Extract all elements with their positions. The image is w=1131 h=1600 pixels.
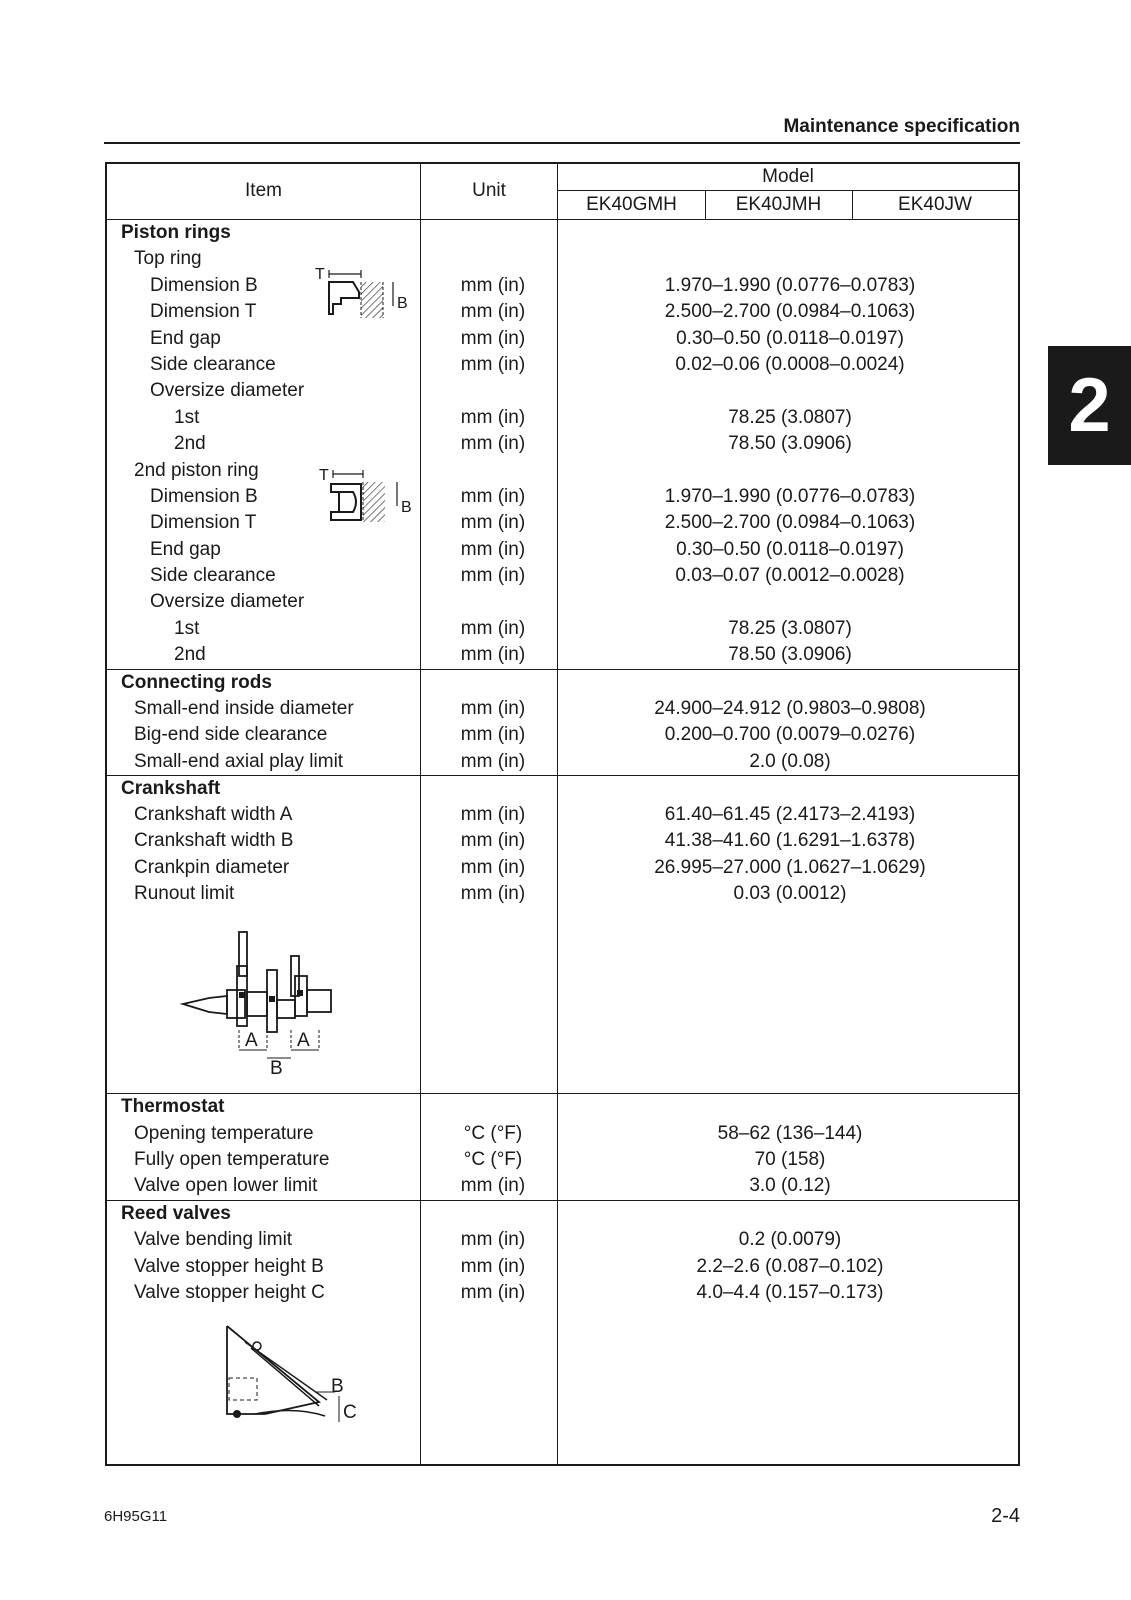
row-item-label: Top ring <box>134 248 202 269</box>
row-value: 0.200–0.700 (0.0079–0.0276) <box>664 724 916 745</box>
table-row <box>107 273 1018 299</box>
table-row <box>107 828 1018 854</box>
row-unit: mm (in) <box>460 751 526 772</box>
header-unit: Unit <box>472 180 506 201</box>
spec-table <box>105 162 1020 1466</box>
row-item-label: Dimension T <box>150 301 257 322</box>
table-row <box>107 1227 1018 1253</box>
row-item-label: End gap <box>150 539 221 560</box>
table-row <box>107 458 1018 484</box>
row-value: 0.2 (0.0079) <box>738 1229 842 1250</box>
row-value: 0.30–0.50 (0.0118–0.0197) <box>676 328 904 349</box>
table-row <box>107 326 1018 352</box>
crank-b-label: B <box>270 1058 283 1076</box>
second-ring-b-label: B <box>401 499 412 516</box>
reed-c-label: C <box>343 1402 357 1423</box>
table-row <box>107 802 1018 828</box>
table-row <box>107 696 1018 722</box>
row-item-label: Crankshaft <box>121 778 221 799</box>
row-unit: mm (in) <box>460 883 526 904</box>
section-heading-row <box>107 1094 1018 1120</box>
row-value: 4.0–4.4 (0.157–0.173) <box>696 1282 884 1303</box>
row-item-label: Valve bending limit <box>134 1229 293 1250</box>
row-unit: mm (in) <box>460 328 526 349</box>
table-row <box>107 537 1018 563</box>
row-unit: mm (in) <box>460 857 526 878</box>
table-row <box>107 484 1018 510</box>
row-unit: mm (in) <box>460 698 526 719</box>
row-item-label: 2nd piston ring <box>134 460 259 481</box>
header-model: Model <box>762 166 814 187</box>
row-value: 2.500–2.700 (0.0984–0.1063) <box>664 301 916 322</box>
row-item-label: Dimension T <box>150 512 257 533</box>
row-item-label: Opening temperature <box>134 1123 314 1144</box>
row-item-label: 1st <box>174 407 200 428</box>
row-unit: mm (in) <box>460 1229 526 1250</box>
header-model-2: EK40JMH <box>735 194 822 215</box>
row-item-label: Reed valves <box>121 1203 231 1224</box>
row-value: 0.02–0.06 (0.0008–0.0024) <box>675 354 905 375</box>
row-unit: mm (in) <box>460 354 526 375</box>
footer-page-number: 2-4 <box>991 1505 1020 1527</box>
row-item-label: 2nd <box>174 433 206 454</box>
crank-a-label-1: A <box>245 1030 258 1051</box>
table-row <box>107 563 1018 589</box>
row-unit: mm (in) <box>460 1282 526 1303</box>
table-row <box>107 246 1018 272</box>
header-model-3: EK40JW <box>898 194 972 215</box>
section-heading-row <box>107 1201 1018 1227</box>
row-item-label: Runout limit <box>134 883 235 904</box>
row-item-label: Small-end inside diameter <box>134 698 354 719</box>
row-item-label: Valve open lower limit <box>134 1175 318 1196</box>
section-heading-row <box>107 220 1018 246</box>
row-value: 78.50 (3.0906) <box>728 433 852 454</box>
table-row <box>107 642 1018 668</box>
row-item-label: Crankpin diameter <box>134 857 290 878</box>
second-ring-figure-icon <box>317 462 421 534</box>
table-row <box>107 378 1018 404</box>
row-item-label: Dimension B <box>150 275 258 296</box>
table-row <box>107 299 1018 325</box>
row-item-label: Crankshaft width B <box>134 830 294 851</box>
row-unit: mm (in) <box>460 407 526 428</box>
reed-valve-figure-icon <box>215 1322 375 1426</box>
header-model-1: EK40GMH <box>586 194 677 215</box>
row-item-label: 2nd <box>174 644 206 665</box>
row-value: 26.995–27.000 (1.0627–1.0629) <box>654 857 926 878</box>
row-unit: mm (in) <box>460 644 526 665</box>
row-item-label: Dimension B <box>150 486 258 507</box>
header-rule <box>104 142 1020 144</box>
row-unit: mm (in) <box>460 275 526 296</box>
row-value: 2.2–2.6 (0.087–0.102) <box>696 1256 884 1277</box>
table-row <box>107 749 1018 775</box>
row-item-label: Thermostat <box>121 1096 225 1117</box>
row-value: 61.40–61.45 (2.4173–2.4193) <box>664 804 916 825</box>
row-value: 70 (158) <box>754 1149 826 1170</box>
section-heading-row <box>107 776 1018 802</box>
row-item-label: Crankshaft width A <box>134 804 293 825</box>
row-unit: mm (in) <box>460 486 526 507</box>
top-ring-b-label: B <box>397 295 408 312</box>
table-row <box>107 881 1018 907</box>
row-item-label: Small-end axial play limit <box>134 751 344 772</box>
row-value: 58–62 (136–144) <box>717 1123 863 1144</box>
row-unit: mm (in) <box>460 804 526 825</box>
row-item-label: Piston rings <box>121 222 231 243</box>
table-row <box>107 431 1018 457</box>
row-unit: °C (°F) <box>463 1123 523 1144</box>
row-value: 1.970–1.990 (0.0776–0.0783) <box>664 275 916 296</box>
section-heading-row <box>107 670 1018 696</box>
row-value: 41.38–41.60 (1.6291–1.6378) <box>664 830 916 851</box>
row-value: 78.50 (3.0906) <box>728 644 852 665</box>
row-item-label: Connecting rods <box>121 672 272 693</box>
row-item-label: End gap <box>150 328 221 349</box>
row-unit: mm (in) <box>460 618 526 639</box>
row-unit: mm (in) <box>460 433 526 454</box>
table-row <box>107 855 1018 881</box>
table-row <box>107 722 1018 748</box>
row-value: 2.0 (0.08) <box>749 751 831 772</box>
chapter-tab: 2 <box>1048 346 1131 465</box>
row-unit: mm (in) <box>460 1256 526 1277</box>
row-value: 1.970–1.990 (0.0776–0.0783) <box>664 486 916 507</box>
row-value: 0.03–0.07 (0.0012–0.0028) <box>675 565 905 586</box>
row-value: 24.900–24.912 (0.9803–0.9808) <box>654 698 926 719</box>
table-row <box>107 616 1018 642</box>
row-unit: mm (in) <box>460 301 526 322</box>
row-value: 78.25 (3.0807) <box>728 618 852 639</box>
row-unit: mm (in) <box>460 565 526 586</box>
row-item-label: Oversize diameter <box>150 380 305 401</box>
table-row <box>107 1254 1018 1280</box>
model-header-rule <box>558 190 1018 191</box>
table-row <box>107 589 1018 615</box>
header-item: Item <box>245 180 282 201</box>
crank-a-label-2: A <box>297 1030 310 1051</box>
row-value: 3.0 (0.12) <box>749 1175 831 1196</box>
row-item-label: Oversize diameter <box>150 591 305 612</box>
row-unit: mm (in) <box>460 539 526 560</box>
table-row <box>107 1147 1018 1173</box>
table-row <box>107 510 1018 536</box>
table-row <box>107 1280 1018 1306</box>
table-row <box>107 1173 1018 1199</box>
row-unit: mm (in) <box>460 830 526 851</box>
page-header-title: Maintenance specification <box>783 116 1020 137</box>
row-unit: mm (in) <box>460 1175 526 1196</box>
row-unit: mm (in) <box>460 724 526 745</box>
row-item-label: Side clearance <box>150 354 276 375</box>
table-row <box>107 352 1018 378</box>
reed-b-label: B <box>331 1376 344 1397</box>
row-item-label: Valve stopper height B <box>134 1256 324 1277</box>
top-ring-t-label: T <box>315 266 325 283</box>
table-row <box>107 405 1018 431</box>
row-item-label: 1st <box>174 618 200 639</box>
top-ring-figure-icon <box>313 264 417 328</box>
row-item-label: Fully open temperature <box>134 1149 330 1170</box>
row-unit: mm (in) <box>460 512 526 533</box>
row-item-label: Big-end side clearance <box>134 724 328 745</box>
footer-doc-code: 6H95G11 <box>104 1508 168 1525</box>
row-item-label: Side clearance <box>150 565 276 586</box>
row-value: 78.25 (3.0807) <box>728 407 852 428</box>
table-row <box>107 1121 1018 1147</box>
crankshaft-figure-icon <box>179 926 339 1076</box>
row-value: 0.03 (0.0012) <box>733 883 847 904</box>
row-item-label: Valve stopper height C <box>134 1282 325 1303</box>
row-unit: °C (°F) <box>463 1149 523 1170</box>
row-value: 2.500–2.700 (0.0984–0.1063) <box>664 512 916 533</box>
row-value: 0.30–0.50 (0.0118–0.0197) <box>676 539 904 560</box>
second-ring-t-label: T <box>319 467 329 484</box>
